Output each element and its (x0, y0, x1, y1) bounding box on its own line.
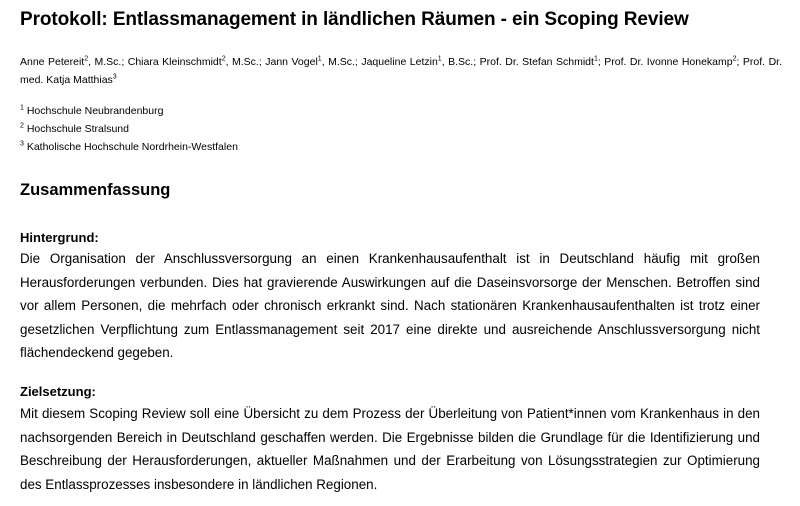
section-paragraph: Die Organisation der Anschlussversorgung an einen Krankenhausaufenthalt ist in Deutschland häufig mit großen Herausforderungen verbunden. Dies hat gravierende Auswirkungen auf die Daseinsvorsorge der Menschen. Betroffen sind vor allem Personen, die mehrfach oder chronisch erkrankt sind. Nach stationären Krankenhausaufenthalten ist trotz einer gesetzlichen Verpflichtung zum Entlassmanagement seit 2017 eine direkte und ausreichende Anschlussversorgung nicht flächendeckend gegeben. (20, 251, 760, 361)
affiliation-marker: 1 (20, 104, 24, 112)
affiliation-item (20, 138, 238, 156)
author-name: Anne Petereit (20, 56, 85, 68)
author-name: Jaqueline Letzin (361, 56, 438, 68)
document-title: Protokoll: Entlassmanagement in ländlichen Räumen - ein Scoping Review (20, 9, 689, 30)
author-affiliation-marker: 2 (221, 55, 226, 63)
summary-heading: Zusammenfassung (20, 181, 171, 199)
section-heading: Hintergrund: (20, 230, 99, 245)
author-degree: , B.Sc.; (441, 56, 477, 68)
author-affiliation-marker: 3 (112, 73, 117, 81)
author-affiliation-marker: 2 (732, 55, 737, 63)
author-name: Prof. Dr. Stefan Schmidt (479, 56, 594, 68)
author-degree: , M.Sc.; (225, 56, 262, 68)
author-affiliation-marker: 1 (317, 55, 322, 63)
affiliation-item (20, 120, 129, 138)
author-degree: ; (736, 56, 740, 68)
author-name: Prof. Dr. med. Katja Matthias (20, 56, 782, 86)
affiliation-item (20, 102, 163, 120)
affiliation-marker: 2 (20, 122, 24, 130)
author-name: Jann Vogel (265, 56, 318, 68)
author-degree: , M.Sc.; (88, 56, 125, 68)
author-degree: ; (597, 56, 601, 68)
affiliation-name: Hochschule Neubrandenburg (26, 105, 164, 117)
author-affiliation-marker: 1 (593, 55, 598, 63)
author-affiliation-marker: 1 (437, 55, 442, 63)
section-paragraph: Mit diesem Scoping Review soll eine Übersicht zu dem Prozess der Überleitung von Patient*innen vom Krankenhaus in den nachsorgenden Bereich in Deutschland geschaffen werden. Die Ergebnisse bilden die Grundlage für die Identifizierung und Beschreibung der Herausforderungen, aktueller Maßnahmen und der Erarbeitung von Lösungsstrategien zur Optimierung des Entlassprozesses insbesondere in ländlichen Regionen. (20, 406, 760, 492)
author-affiliation-marker: 2 (84, 55, 89, 63)
author-name: Prof. Dr. Ivonne Honekamp (604, 56, 733, 68)
author-name: Chiara Kleinschmidt (127, 56, 222, 68)
author-degree: , M.Sc.; (321, 56, 358, 68)
affiliation-name: Hochschule Stralsund (26, 123, 129, 135)
section-heading: Zielsetzung: (20, 384, 96, 399)
affiliation-marker: 3 (20, 140, 24, 148)
author-list (20, 53, 782, 89)
affiliation-name: Katholische Hochschule Nordrhein-Westfalen (26, 141, 238, 153)
